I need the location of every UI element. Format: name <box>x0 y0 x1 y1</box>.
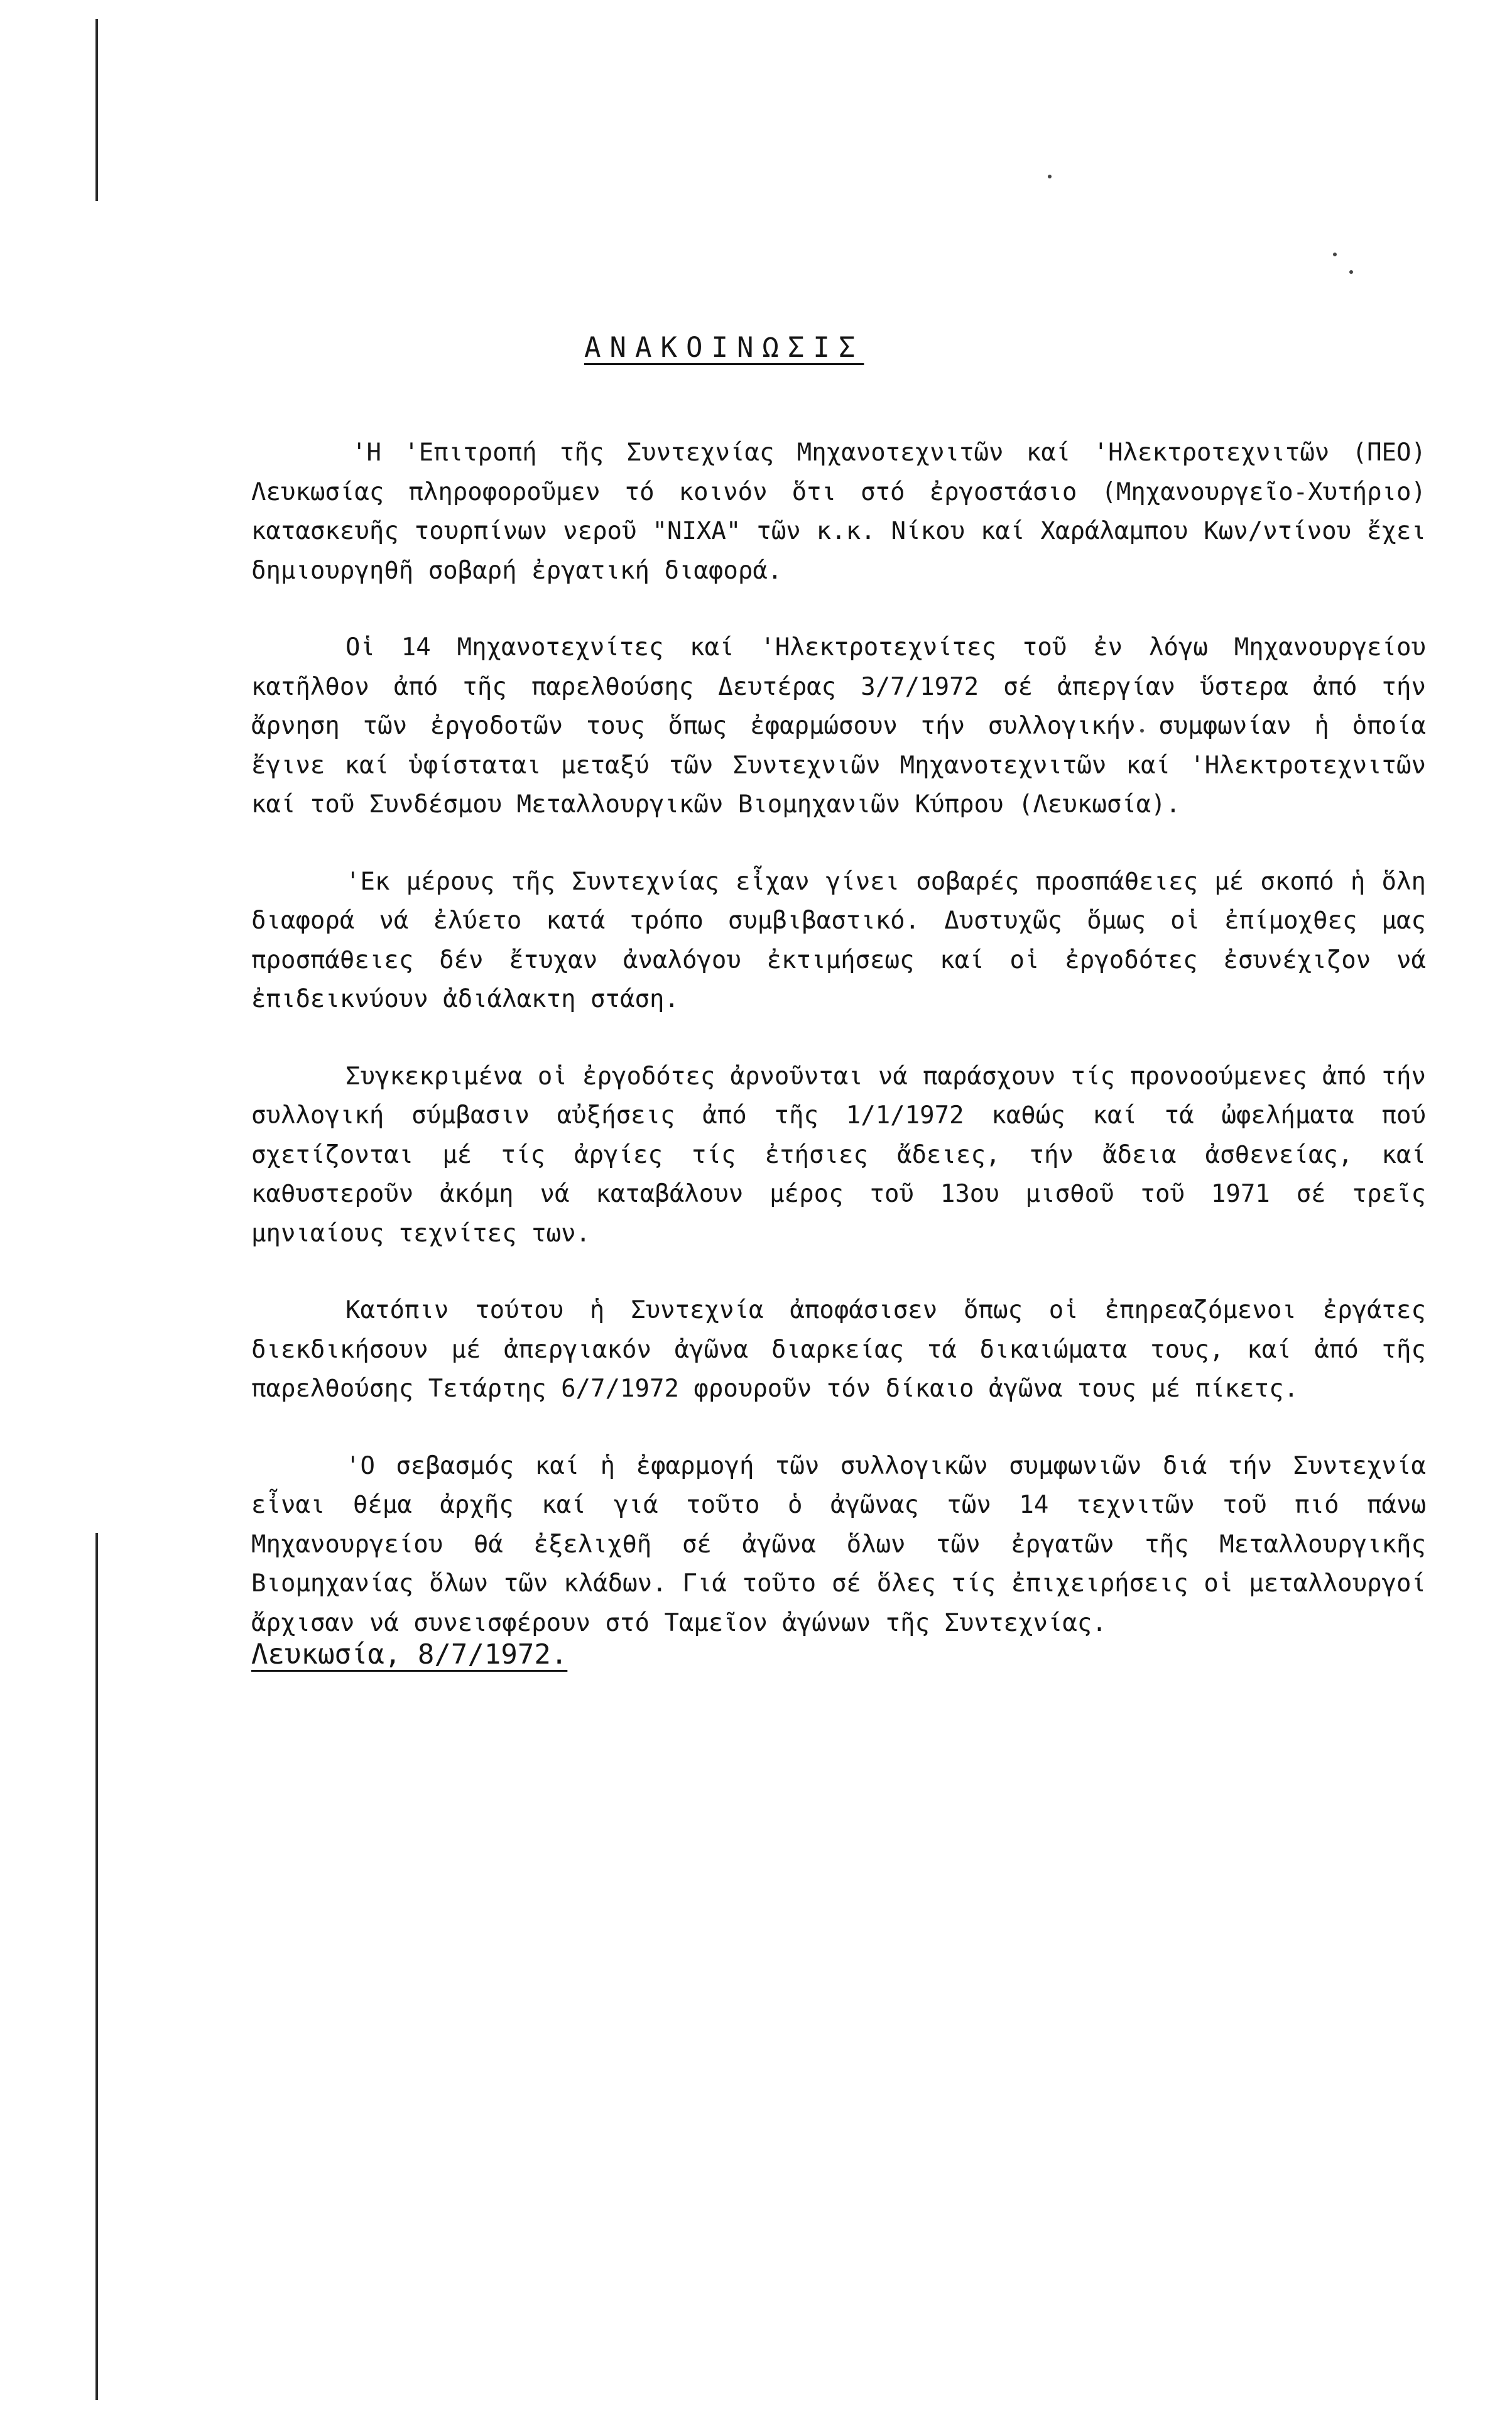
scan-speck <box>1333 253 1337 256</box>
paragraph-1: 'Η 'Επιτροπή τῆς Συντεχνίας Μηχανοτεχνιτῶν καί 'Ηλεκτροτεχνιτῶν (ΠΕΟ) Λευκωσίας πληροφοροῦμεν τό κοινόν ὅτι στό ἐργοστάσιο (Μηχανουργεῖο-Χυτήριο) κατασκευῆς τουρπίνων νεροῦ "ΝΙΧΑ" τῶν κ.κ. Νίκου καί Χαράλαμπου Κων/ντίνου ἔχει δημιουργηθῆ σοβαρή ἐργατική διαφορά. <box>251 439 1426 585</box>
paragraph-6: 'Ο σεβασμός καί ἡ ἐφαρμογή τῶν συλλογικῶν συμφωνιῶν διά τήν Συντεχνία εἶναι θέμα ἀρχῆς καί γιά τοῦτο ὁ ἀγῶνας τῶν 14 τεχνιτῶν τοῦ πιό πάνω Μηχανουργείου θά ἐξελιχθῆ σέ ἀγῶνα ὅλων τῶν ἐργατῶν τῆς Μεταλλουργικῆς Βιομηχανίας ὅλων τῶν κλάδων. Γιά τοῦτο σέ ὅλες τίς ἐπιχειρήσεις οἱ μεταλλουργοί ἄρχισαν νά συνεισφέρουν στό Ταμεῖον ἀγώνων τῆς Συντεχνίας. <box>251 1451 1426 1637</box>
scan-speck <box>1349 270 1353 274</box>
paragraph-4: Συγκεκριμένα οἱ ἐργοδότες ἀρνοῦνται νά παράσχουν τίς προνοούμενες ἀπό τήν συλλογική σύμβασιν αὐξήσεις ἀπό τῆς 1/1/1972 καθώς καί τά ὠφελήματα πού σχετίζονται μέ τίς ἀργίες τίς ἐτήσιες ἄδειες, τήν ἄδεια ἀσθενείας, καί καθυστεροῦν ἀκόμη νά καταβάλουν μέρος τοῦ 13ου μισθοῦ τοῦ 1971 σέ τρεῖς μηνιαίους τεχνίτες των. <box>251 1062 1426 1248</box>
announcement-title: ΑΝΑΚΟΙΝΩΣΙΣ <box>584 332 864 364</box>
place-and-date: Λευκωσία, 8/7/1972. <box>251 1638 568 1671</box>
paragraph-2: Οἱ 14 Μηχανοτεχνίτες καί 'Ηλεκτροτεχνίτες τοῦ ἐν λόγω Μηχανουργείου κατῆλθον ἀπό τῆς παρελθούσης Δευτέρας 3/7/1972 σέ ἀπεργίαν ὕστερα ἀπό τήν ἄρνηση τῶν ἐργοδοτῶν τους ὅπως ἐφαρμώσουν τήν συλλογικήν συμφωνίαν ἡ ὁποία ἔγινε καί ὑφίσταται μεταξύ τῶν Συντεχνιῶν Μηχανοτεχνιτῶν καί 'Ηλεκτροτεχνιτῶν καί τοῦ Συνδέσμου Μεταλλουργικῶν Βιομηχανιῶν Κύπρου (Λευκωσία). <box>251 633 1426 819</box>
left-margin-rule-bottom <box>95 1533 98 2400</box>
left-margin-rule-top <box>95 19 98 201</box>
announcement-body <box>251 433 1426 1681</box>
paragraph-3: 'Εκ μέρους τῆς Συντεχνίας εἶχαν γίνει σοβαρές προσπάθειες μέ σκοπό ἡ ὅλη διαφορά νά ἐλύετο κατά τρόπο συμβιβαστικό. Δυστυχῶς ὅμως οἱ ἐπίμοχθες μας προσπάθειες δέν ἔτυχαν ἀναλόγου ἐκτιμήσεως καί οἱ ἐργοδότες ἐσυνέχιζον νά ἐπιδεικνύουν ἀδιάλακτη στάση. <box>251 867 1426 1013</box>
paragraph-5: Κατόπιν τούτου ἡ Συντεχνία ἀποφάσισεν ὅπως οἱ ἐπηρεαζόμενοι ἐργάτες διεκδικήσουν μέ ἀπεργιακόν ἀγῶνα διαρκείας τά δικαιώματα τους, καί ἀπό τῆς παρελθούσης Τετάρτης 6/7/1972 φρουροῦν τόν δίκαιο ἀγῶνα τους μέ πίκετς. <box>251 1296 1426 1403</box>
scan-speck <box>1048 175 1052 178</box>
